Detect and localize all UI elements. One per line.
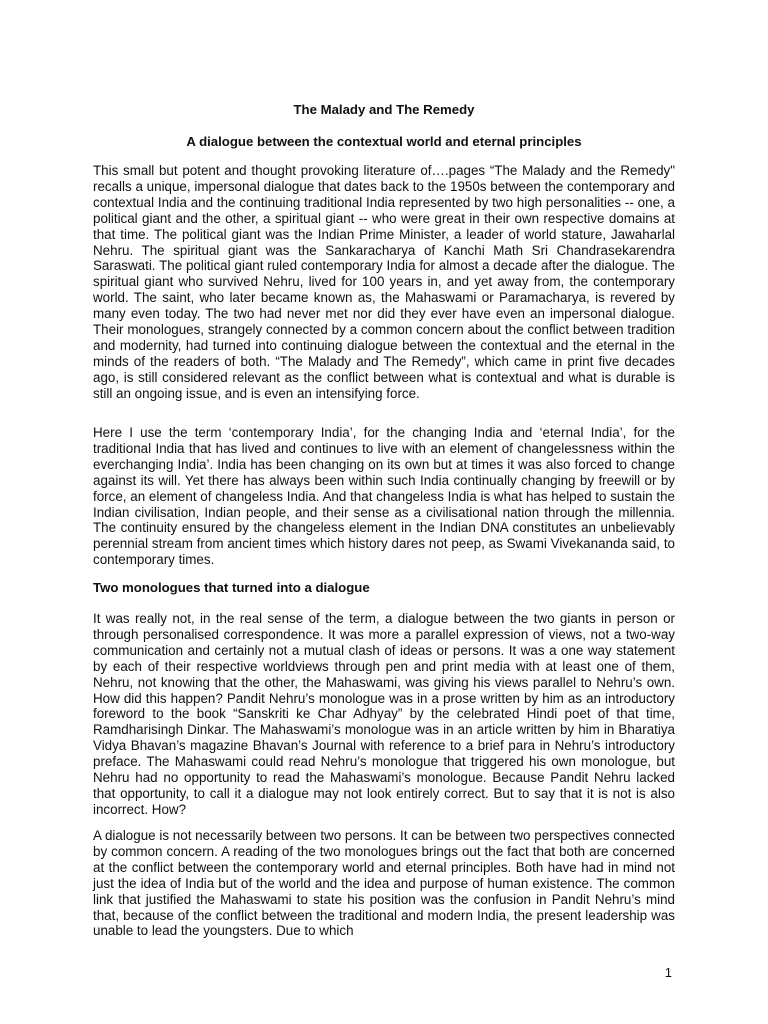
paragraph-dialogue: A dialogue is not necessarily between two persons. It can be between two perspectives connected by common concern. A reading of the two monologues brings out the fact that both are concerned at the conflict between the contemporary world and eternal principles. Both have had in mind not just the idea of India but of the world and the idea and purpose of human existence. The common link that justified the Mahaswami to state his position was the confusion in Pandit Nehru’s mind that, because of the conflict between the traditional and modern India, the present leadership was unable to lead the youngsters. Due to which <box>93 828 675 939</box>
page-number: 1 <box>664 965 672 980</box>
paragraph-intro: This small but potent and thought provoking literature of….pages “The Malady and the Remedy" recalls a unique, impersonal dialogue that dates back to the 1950s between the contemporary and contextual India and the continuing traditional India represented by two high personalities -- one, a political giant and the other, a spiritual giant -- who were great in their own respective domains at that time. The political giant was the Indian Prime Minister, a leader of world stature, Jawaharlal Nehru. The spiritual giant was the Sankaracharya of Kanchi Math Sri Chandrasekarendra Saraswati. The political giant ruled contemporary India for almost a decade after the dialogue. The spiritual giant who survived Nehru, lived for 100 years in, and yet away from, the contemporary world. The saint, who later became known as, the Mahaswami or Paramacharya, is revered by many even today. The two had never met nor did they ever have even an impersonal dialogue. Their monologues, strangely connected by a common concern about the conflict between tradition and modernity, had turned into continuing dialogue between the contextual and the eternal in the minds of the readers of both. “The Malady and The Remedy”, which came in print five decades ago, is still considered relevant as the conflict between what is contextual and what is durable is still an ongoing issue, and is even an intensifying force. <box>93 163 675 401</box>
document-title: The Malady and The Remedy <box>293 102 475 117</box>
document-subtitle: A dialogue between the contextual world and eternal principles <box>186 134 582 149</box>
paragraph-monologues: It was really not, in the real sense of the term, a dialogue between the two giants in person or through personalised correspondence. It was more a parallel expression of views, not a two-way communication and certainly not a mutual clash of ideas or persons. It was a one way statement by each of their respective worldviews through pen and print media with at least one of them, Nehru, not knowing that the other, the Mahaswami, was giving his views parallel to Nehru’s own. How did this happen? Pandit Nehru’s monologue was in a prose written by him as an introductory foreword to the book “Sanskriti ke Char Adhyay” by the celebrated Hindi poet of that time, Ramdharisingh Dinkar. The Mahaswami’s monologue was in an article written by him in Bharatiya Vidya Bhavan’s magazine Bhavan’s Journal with reference to a brief para in Nehru’s introductory preface. The Mahaswami could read Nehru’s monologue that triggered his own monologue, but Nehru had no opportunity to read the Mahaswami’s monologue. Because Pandit Nehru lacked that opportunity, to call it a dialogue may not look entirely correct. But to say that it is not is also incorrect. How? <box>93 611 675 817</box>
section-heading: Two monologues that turned into a dialogue <box>93 580 370 595</box>
paragraph-contemporary-india: Here I use the term ‘contemporary India’, for the changing India and ‘eternal India’, for the traditional India that has lived and continues to live with an element of changelessness within the everchanging India’. India has been changing on its own but at times it was also forced to change against its will. Yet there has always been within such India continually changing by freewill or by force, an element of changeless India. And that changeless India is what has helped to sustain the Indian civilisation, Indian people, and their sense as a civilisational nation through the millennia. The continuity ensured by the changeless element in the Indian DNA constitutes an unbelievably perennial stream from ancient times which history dares not peep, as Swami Vivekananda said, to contemporary times. <box>93 425 675 568</box>
